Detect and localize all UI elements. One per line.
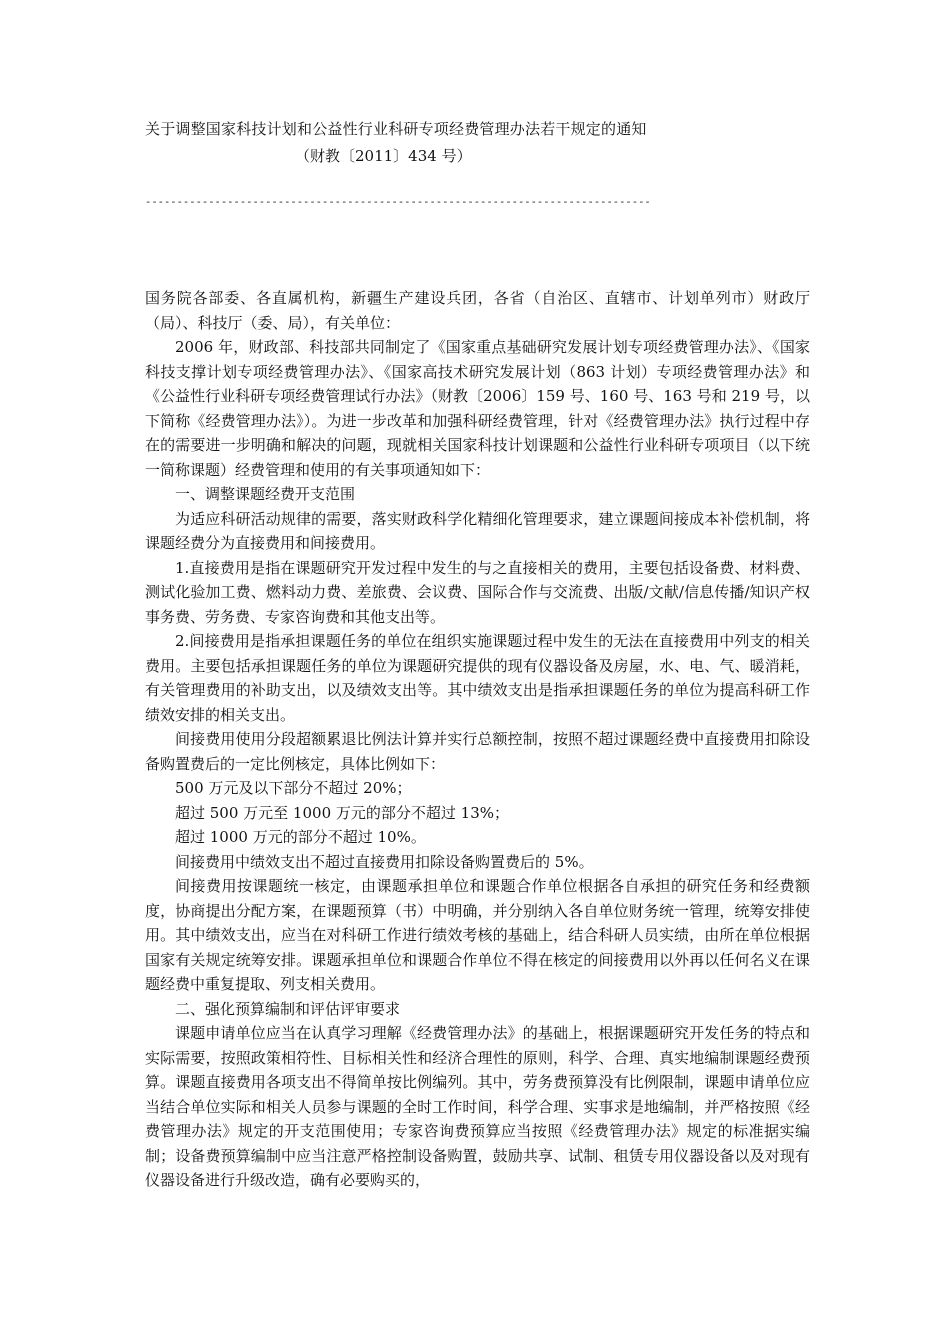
body-paragraph: 2006 年，财政部、科技部共同制定了《国家重点基础研究发展计划专项经费管理办法》、《国家科技支撑计划专项经费管理办法》、《国家高技术研究发展计划（863 计划）专项经费管理办法》和《公益性行业科研专项经费管理试行办法》（财教〔2006〕159 号、160 号、163 号和 219 号，以下简称《经费管理办法》）。为进一步改革和加强科研经费管理，针对《经费管理办法》执行过程中存在的需要进一步明确和解决的问题，现就相关国家科技计划课题和公益性行业科研专项项目（以下统一简称课题）经费管理和使用的有关事项通知如下： (145, 338, 810, 479)
separator-line: -------------------------------------------------------------------------------- (145, 196, 651, 208)
body-paragraph: 2.间接费用是指承担课题任务的单位在组织实施课题过程中发生的无法在直接费用中列支的相关费用。主要包括承担课题任务的单位为课题研究提供的现有仪器设备及房屋，水、电、气、暖消耗，有关管理费用的补助支出，以及绩效支出等。其中绩效支出是指承担课题任务的单位为提高科研工作绩效安排的相关支出。 (145, 632, 810, 724)
body-paragraph: 课题申请单位应当在认真学习理解《经费管理办法》的基础上，根据课题研究开发任务的特点和实际需要，按照政策相符性、目标相关性和经济合理性的原则，科学、合理、真实地编制课题经费预算。课题直接费用各项支出不得简单按比例编列。其中，劳务费预算没有比例限制，课题申请单位应当结合单位实际和相关人员参与课题的全时工作时间，科学合理、实事求是地编制，并严格按照《经费管理办法》规定的开支范围使用；专家咨询费预算应当按照《经费管理办法》规定的标准据实编制；设备费预算编制中应当注意严格控制设备购置，鼓励共享、试制、租赁专用仪器设备以及对现有仪器设备进行升级改造，确有必要购买的， (145, 1024, 810, 1189)
body-paragraph: 间接费用按课题统一核定，由课题承担单位和课题合作单位根据各自承担的研究任务和经费额度，协商提出分配方案，在课题预算（书）中明确，并分别纳入各自单位财务统一管理，统筹安排使用。其中绩效支出，应当在对科研工作进行绩效考核的基础上，结合科研人员实绩，由所在单位根据国家有关规定统筹安排。课题承担单位和课题合作单位不得在核定的间接费用以外再以任何名义在课题经费中重复提取、列支相关费用。 (145, 877, 810, 993)
addressee-paragraph: 国务院各部委、各直属机构，新疆生产建设兵团，各省（自治区、直辖市、计划单列市）财政厅（局）、科技厅（委、局），有关单位： (145, 289, 810, 332)
body-paragraph: 间接费用中绩效支出不超过直接费用扣除设备购置费后的 5%。 (175, 852, 594, 871)
body-paragraph: 为适应科研活动规律的需要，落实财政科学化精细化管理要求，建立课题间接成本补偿机制，将课题经费分为直接费用和间接费用。 (145, 509, 810, 552)
ratio-item: 超过 1000 万元的部分不超过 10%。 (175, 828, 426, 846)
document-body (145, 286, 810, 1193)
document-title: 关于调整国家科技计划和公益性行业科研专项经费管理办法若干规定的通知 (145, 120, 647, 138)
body-paragraph: 1.直接费用是指在课题研究开发过程中发生的与之直接相关的费用，主要包括设备费、材料费、测试化验加工费、燃料动力费、差旅费、会议费、国际合作与交流费、出版/文献/信息传播/知识产权事务费、劳务费、专家咨询费和其他支出等。 (145, 558, 810, 626)
body-paragraph: 间接费用使用分段超额累退比例法计算并实行总额控制，按照不超过课题经费中直接费用扣除设备购置费后的一定比例核定，具体比例如下： (145, 730, 810, 773)
document-number: （财教〔2011〕434 号） (295, 147, 472, 165)
ratio-item: 500 万元及以下部分不超过 20%； (175, 779, 412, 797)
section-heading: 一、调整课题经费开支范围 (175, 485, 356, 503)
section-heading: 二、强化预算编制和评估评审要求 (175, 999, 401, 1018)
ratio-item: 超过 500 万元至 1000 万元的部分不超过 13%； (175, 803, 509, 822)
